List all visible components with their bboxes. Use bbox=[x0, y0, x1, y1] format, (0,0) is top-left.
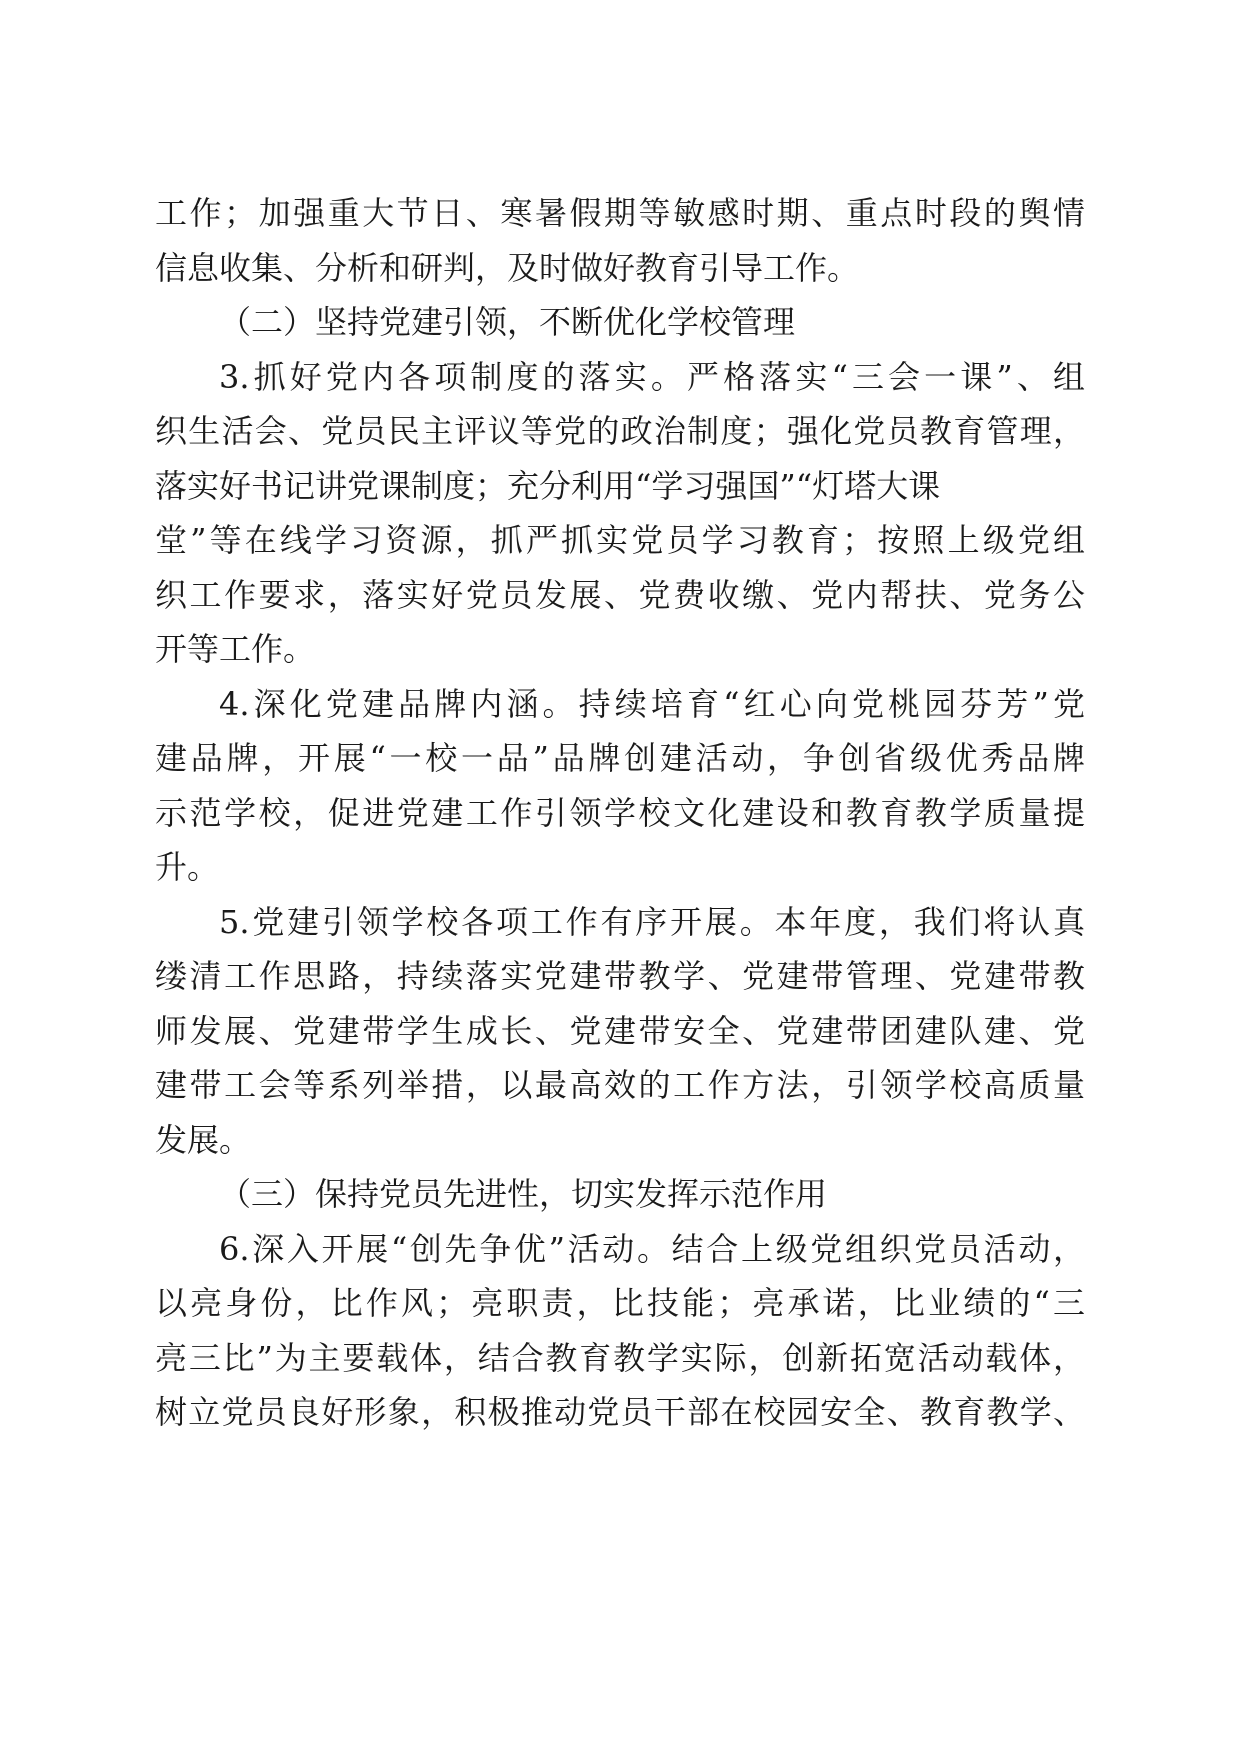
text-line: 落实好书记讲党课制度；充分利用“学习强国”“灯塔大课 bbox=[155, 466, 941, 505]
section-heading: （二）坚持党建引领，不断优化学校管理 bbox=[219, 303, 796, 341]
text-line: 亮三比”为主要载体，结合教育教学实际，创新拓宽活动载体， bbox=[155, 1338, 1085, 1377]
text-line: 6.深入开展“创先争优”活动。结合上级党组织党员活动， bbox=[219, 1229, 1085, 1268]
text-line: 织工作要求，落实好党员发展、党费收缴、党内帮扶、党务公 bbox=[155, 575, 1085, 614]
text-line: 堂”等在线学习资源，抓严抓实党员学习教育；按照上级党组 bbox=[155, 521, 1085, 559]
section-heading: （三）保持党员先进性，切实发挥示范作用 bbox=[219, 1175, 828, 1213]
text-line: 建品牌，开展“一校一品”品牌创建活动，争创省级优秀品牌 bbox=[155, 739, 1085, 777]
document-body bbox=[155, 186, 1085, 1440]
text-line: 师发展、党建带学生成长、党建带安全、党建带团建队建、党 bbox=[155, 1011, 1085, 1050]
text-line: 建带工会等系列举措，以最高效的工作方法，引领学校高质量 bbox=[155, 1066, 1085, 1104]
text-line: 以亮身份，比作风；亮职责，比技能；亮承诺，比业绩的“三 bbox=[155, 1284, 1085, 1322]
text-line: 缕清工作思路，持续落实党建带教学、党建带管理、党建带教 bbox=[155, 957, 1085, 995]
text-line: 4.深化党建品牌内涵。持续培育“红心向党桃园芬芳”党 bbox=[219, 684, 1085, 723]
text-line: 5.党建引领学校各项工作有序开展。本年度，我们将认真 bbox=[219, 902, 1085, 941]
text-line: 开等工作。 bbox=[155, 630, 316, 668]
text-line: 发展。 bbox=[155, 1120, 252, 1159]
text-line: 3.抓好党内各项制度的落实。严格落实“三会一课”、组 bbox=[219, 357, 1085, 396]
text-line: 信息收集、分析和研判，及时做好教育引导工作。 bbox=[155, 248, 860, 287]
text-line: 织生活会、党员民主评议等党的政治制度；强化党员教育管理， bbox=[155, 412, 1085, 450]
text-line: 工作；加强重大节日、寒暑假期等敏感时期、重点时段的舆情 bbox=[155, 194, 1085, 232]
text-line: 示范学校，促进党建工作引领学校文化建设和教育教学质量提 bbox=[155, 793, 1085, 832]
text-line: 升。 bbox=[155, 848, 220, 886]
text-line: 树立党员良好形象，积极推动党员干部在校园安全、教育教学、 bbox=[155, 1393, 1085, 1431]
